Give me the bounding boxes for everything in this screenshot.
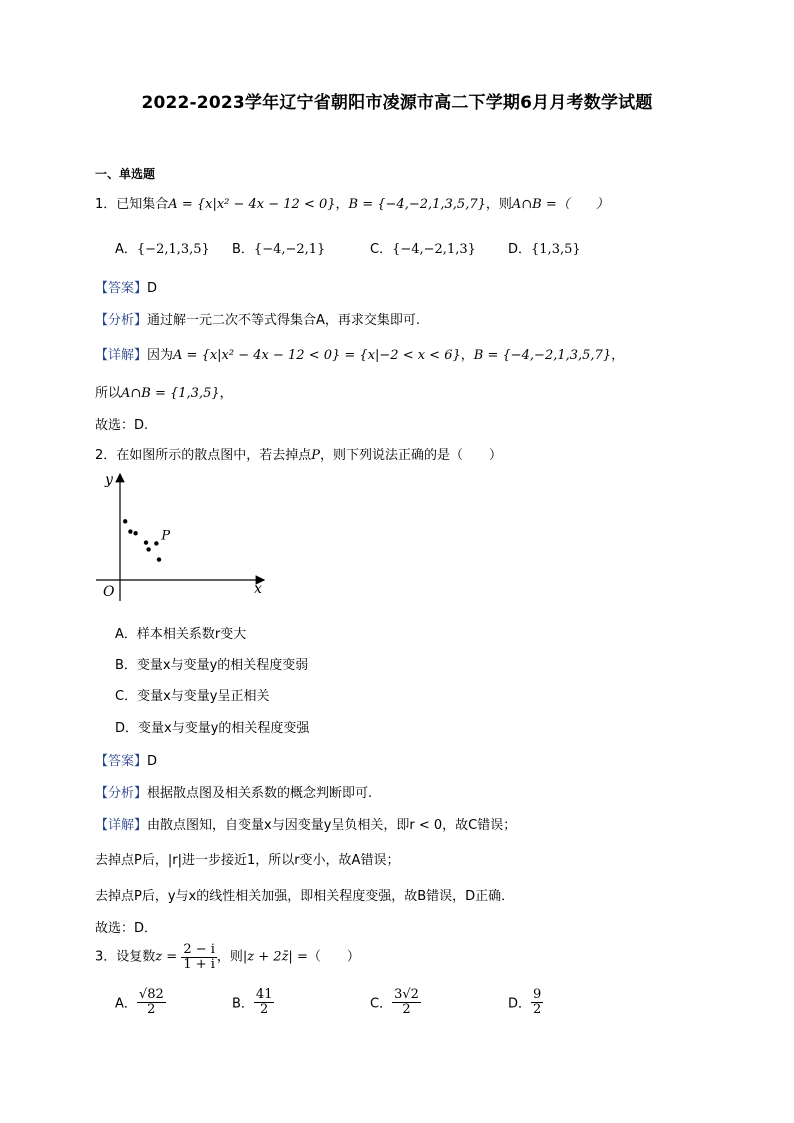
q1-detail: 【详解】因为A = {x|x² − 4x − 12 < 0} = {x|−2 < x < 6}，B = {−4,−2,1,3,5,7}， [95, 348, 625, 363]
q3-fraction: $\frac{2 - i}{1 + i}$ [183, 942, 215, 972]
q2-option-d: D．变量x与变量y的相关程度变强 [115, 721, 310, 736]
q3-option-b: B． $\frac{41}{2}$ [232, 987, 273, 1017]
q3-option-d: D． $\frac{9}{2}$ [508, 987, 542, 1017]
y-axis-label: y [105, 472, 113, 488]
scatter-point [157, 557, 161, 561]
q2-choose: 故选：D． [95, 921, 158, 936]
q1-option-c: C．{−4,−2,1,3} [370, 242, 476, 257]
q3-stem: 3．设复数z = $\frac{2 - i}{1 + i}$ ，则|z + 2z̄| =（ ） [95, 942, 360, 972]
q2-detail-2: 去掉点P后，|r|进一步接近1，所以r变小，故A错误； [95, 853, 400, 868]
q2-option-a: A．样本相关系数r变大 [115, 627, 247, 642]
scatter-point [133, 531, 137, 535]
q2-stem: 2．在如图所示的散点图中，若去掉点P，则下列说法正确的是（ ） [95, 448, 503, 463]
scatter-point [146, 547, 150, 551]
q1-stem: 1．已知集合A = {x|x² − 4x − 12 < 0}，B = {−4,−2,1,3,5,7}，则A∩B =（ ） [95, 197, 609, 212]
q2-detail-3: 去掉点P后，y与x的线性相关加强，即相关程度变强，故B错误，D正确． [95, 889, 515, 904]
q1-answer: 【答案】D [95, 281, 158, 296]
x-axis-label: x [254, 581, 262, 597]
q3-option-a: A． $\frac{√82}{2}$ [115, 987, 164, 1017]
scatter-point [144, 540, 148, 544]
q2-analysis: 【分析】根据散点图及相关系数的概念判断即可. [95, 786, 373, 801]
q2-option-b: B．变量x与变量y的相关程度变弱 [115, 658, 309, 673]
point-p-label: P [161, 528, 171, 544]
q1-option-d: D．{1,3,5} [508, 242, 581, 257]
q2-option-c: C．变量x与变量y呈正相关 [115, 689, 270, 704]
scatter-point-p [154, 541, 158, 545]
section-heading: 一、单选题 [95, 167, 156, 181]
origin-label: O [103, 584, 115, 600]
q1-analysis: 【分析】通过解一元二次不等式得集合A，再求交集即可. [95, 313, 421, 328]
q1-choose: 故选：D. [95, 418, 149, 433]
page-title: 2022-2023学年辽宁省朝阳市凌源市高二下学期6月月考数学试题 [141, 93, 653, 113]
q1-option-b: B．{−4,−2,1} [232, 242, 326, 257]
q3-option-c: C． $\frac{3√2}{2}$ [370, 987, 419, 1017]
scatter-plot [92, 468, 272, 603]
scatter-point [128, 529, 132, 533]
q1-conclusion: 所以A∩B = {1,3,5}， [95, 386, 233, 401]
q2-answer: 【答案】D [95, 754, 158, 769]
q2-detail-1: 【详解】由散点图知，自变量x与因变量y呈负相关，即r < 0，故C错误； [95, 818, 517, 833]
scatter-point [123, 519, 127, 523]
q1-option-a: A．{−2,1,3,5} [115, 242, 210, 257]
